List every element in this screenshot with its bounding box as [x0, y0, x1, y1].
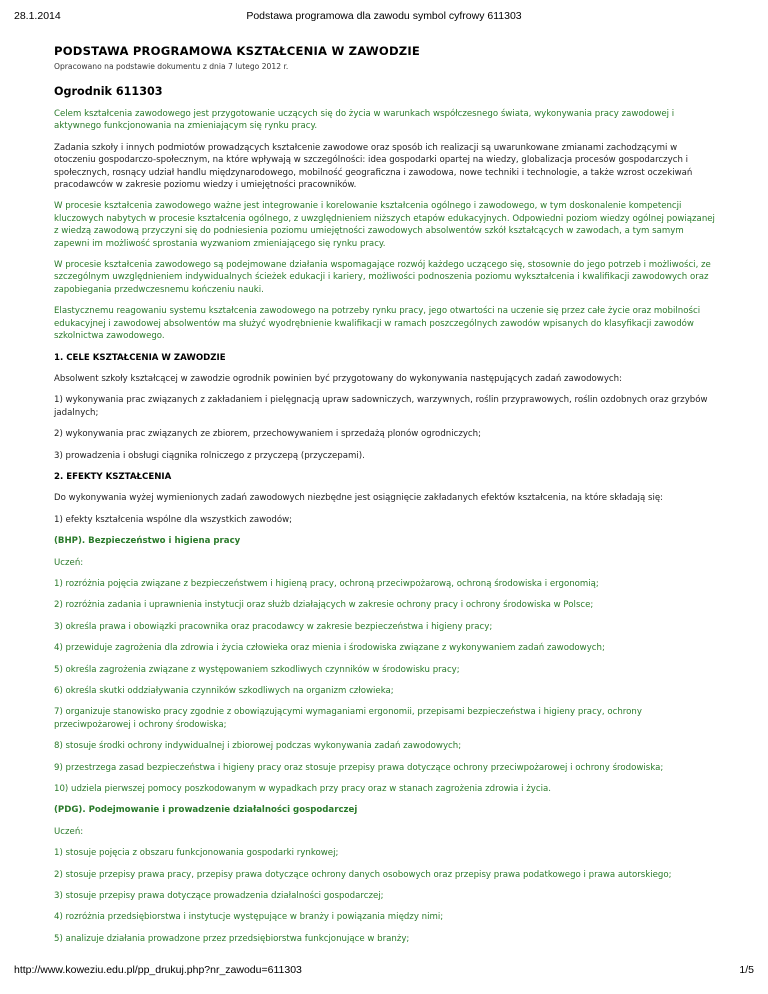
list-item: 2) stosuje przepisy prawa pracy, przepisy prawa dotyczące ochrony danych osobowych oraz przepisy prawa podatkowego i prawa autorskiego;: [54, 869, 672, 880]
section-lead: Absolwent szkoły kształcącej w zawodzie ogrodnik powinien być przygotowany do wykonywania następujących zadań zawodowych:: [54, 373, 622, 384]
intro-paragraph: Zadania szkoły i innych podmiotów prowadzących kształcenie zawodowe oraz sposób ich realizacji są uwarunkowane zmianami zachodzącymi w otoczeniu gospodarczo-społecznym, na które wpływają w szczególności: idea gospodarki opartej na wiedzy, globalizacja procesów gospodarczych i społecznych, rosnący udział handlu międzynarodowego, mobilność geograficzna i zawodowa, nowe techniki i technologie, a także wzrost oczekiwań pracodawców w zakresie poziomu wiedzy i umiejętności pracowników.: [54, 142, 693, 191]
intro-paragraph: W procesie kształcenia zawodowego ważne jest integrowanie i korelowanie kształcenia ogólnego i zawodowego, w tym doskonalenie kompetencji kluczowych nabytych w procesie kształcenia ogólnego, z uwzględnieniem niższych etapów edukacyjnych. Odpowiedni poziom wiedzy ogólnej powiązanej z wiedzą zawodową przyczyni się do podniesienia poziomu umiejętności zawodowych absolwentów szkół kształcących w zawodach, a tym samym zapewni im możliwość sprostania wyzwaniom zmieniającego się rynku pracy.: [54, 201, 715, 249]
intro-paragraph: Elastycznemu reagowaniu systemu kształcenia zawodowego na potrzeby rynku pracy, jego otwartości na uczenie się przez całe życie oraz mobilności edukacyjnej i zawodowej absolwentów ma służyć wyodrębnienie kwalifikacji w ramach poszczególnych zawodów wpisanych do klasyfikacji zawodów szkolnictwa zawodowego.: [54, 306, 701, 342]
student-label: Uczeń:: [54, 826, 84, 837]
intro-paragraph: W procesie kształcenia zawodowego są podejmowane działania wspomagające rozwój każdego uczącego się, stosownie do jego potrzeb i możliwości, ze szczególnym uwzględnieniem indywidualnych ścieżek edukacji i kariery, możliwości podnoszenia poziomu wykształcenia i kwalifikacji zawodowych oraz zapobiegania przedwczesnemu kończeniu nauki.: [54, 260, 711, 295]
document-title: PODSTAWA PROGRAMOWA KSZTAŁCENIA W ZAWODZIE: [54, 44, 421, 58]
list-item: 5) analizuje działania prowadzone przez przedsiębiorstwa funkcjonujące w branży;: [54, 933, 410, 944]
list-item: 2) rozróżnia zadania i uprawnienia instytucji oraz służb działających w zakresie ochrony pracy i ochrony środowiska w Polsce;: [54, 600, 594, 611]
list-item: 10) udziela pierwszej pomocy poszkodowanym w wypadkach przy pracy oraz w stanach zagrożenia zdrowia i życia.: [54, 784, 551, 795]
list-item: 2) wykonywania prac związanych ze zbiorem, przechowywaniem i sprzedażą plonów ogrodniczych;: [54, 429, 481, 440]
page-number: 1/5: [739, 964, 754, 976]
print-header: [0, 10, 768, 24]
list-item: 4) przewiduje zagrożenia dla zdrowia i życia człowieka oraz mienia i środowiska związane z wykonywaniem zadań zawodowych;: [54, 643, 605, 654]
list-item: 7) organizuje stanowisko pracy zgodnie z obowiązującymi wymaganiami ergonomii, przepisami bezpieczeństwa i higieny pracy, ochrony przeciwpożarowej i ochrony środowiska;: [54, 707, 642, 730]
print-footer: [0, 964, 768, 978]
subsection-heading: (PDG). Podejmowanie i prowadzenie działalności gospodarczej: [54, 805, 358, 816]
section-heading: 2. EFEKTY KSZTAŁCENIA: [54, 471, 172, 482]
list-item: 1) wykonywania prac związanych z zakładaniem i pielęgnacją upraw sadowniczych, warzywnych, roślin przyprawowych, roślin ozdobnych oraz grzybów jadalnych;: [54, 395, 708, 418]
document-body: [54, 44, 716, 945]
list-item: 3) prowadzenia i obsługi ciągnika rolniczego z przyczepą (przyczepami).: [54, 450, 365, 461]
list-item: 3) określa prawa i obowiązki pracownika oraz pracodawcy w zakresie bezpieczeństwa i higieny pracy;: [54, 621, 493, 632]
list-item: 1) efekty kształcenia wspólne dla wszystkich zawodów;: [54, 514, 293, 525]
subsection-heading: (BHP). Bezpieczeństwo i higiena pracy: [54, 536, 241, 547]
section-lead: Do wykonywania wyżej wymienionych zadań zawodowych niezbędne jest osiągnięcie zakładanych efektów kształcenia, na które składają się:: [54, 493, 664, 504]
list-item: 1) stosuje pojęcia z obszaru funkcjonowania gospodarki rynkowej;: [54, 848, 339, 859]
print-title: Podstawa programowa dla zawodu symbol cyfrowy 611303: [246, 10, 522, 22]
list-item: 6) określa skutki oddziaływania czynników szkodliwych na organizm człowieka;: [54, 686, 394, 696]
list-item: 9) przestrzega zasad bezpieczeństwa i higieny pracy oraz stosuje przepisy prawa dotyczące ochrony przeciwpożarowej i ochrony środowiska;: [54, 762, 664, 773]
list-item: 3) stosuje przepisy prawa dotyczące prowadzenia działalności gospodarczej;: [54, 891, 384, 902]
list-item: 4) rozróżnia przedsiębiorstwa i instytucje występujące w branży i powiązania między nimi;: [54, 912, 444, 923]
occupation-heading: Ogrodnik 611303: [54, 85, 163, 98]
print-date: 28.1.2014: [14, 10, 61, 22]
print-url: http://www.koweziu.edu.pl/pp_drukuj.php?nr_zawodu=611303: [14, 964, 302, 976]
intro-paragraph: Celem kształcenia zawodowego jest przygotowanie uczących się do życia w warunkach współczesnego świata, wykonywania pracy zawodowej i aktywnego funkcjonowania na zmieniającym się rynku pracy.: [54, 109, 675, 132]
document-subtitle: Opracowano na podstawie dokumentu z dnia 7 lutego 2012 r.: [54, 62, 289, 71]
list-item: 5) określa zagrożenia związane z występowaniem szkodliwych czynników w środowisku pracy;: [54, 664, 460, 675]
student-label: Uczeń:: [54, 557, 84, 568]
section-heading: 1. CELE KSZTAŁCENIA W ZAWODZIE: [54, 352, 226, 363]
list-item: 8) stosuje środki ochrony indywidualnej i zbiorowej podczas wykonywania zadań zawodowych;: [54, 741, 462, 752]
list-item: 1) rozróżnia pojęcia związane z bezpieczeństwem i higieną pracy, ochroną przeciwpożarową, ochroną środowiska i ergonomią;: [54, 578, 599, 589]
